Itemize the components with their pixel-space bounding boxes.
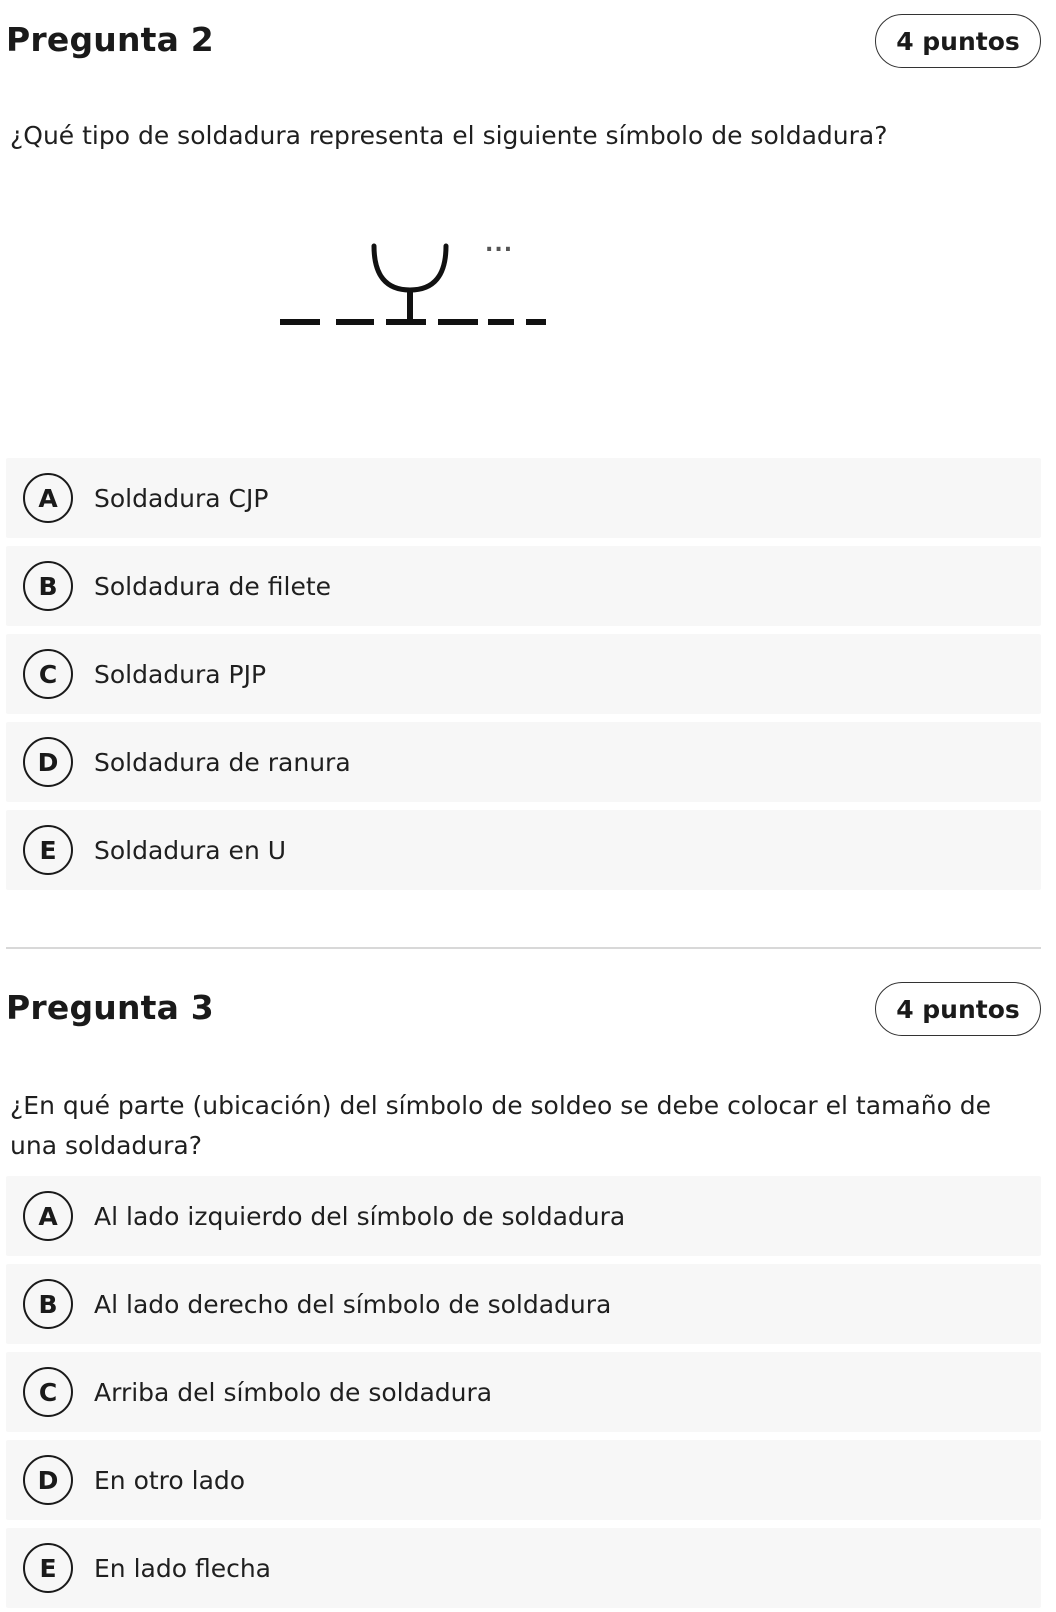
option-letter: C <box>23 1367 73 1417</box>
option-text: Soldadura en U <box>94 835 287 865</box>
option-text: Al lado izquierdo del símbolo de soldadura <box>94 1201 626 1231</box>
question-prompt: ¿En qué parte (ubicación) del símbolo de soldeo se debe colocar el tamaño de una soldadura? <box>10 1091 992 1160</box>
option-letter: D <box>23 737 73 787</box>
u-groove-weld-symbol-icon <box>276 232 556 332</box>
points-badge: 4 puntos <box>875 14 1041 68</box>
option-a[interactable] <box>6 458 1041 538</box>
option-e[interactable] <box>6 810 1041 890</box>
option-d[interactable] <box>6 1440 1041 1520</box>
option-d[interactable] <box>6 722 1041 802</box>
answer-options <box>6 458 1041 890</box>
points-badge: 4 puntos <box>875 982 1041 1036</box>
question-3 <box>6 968 1041 1612</box>
option-b[interactable] <box>6 1264 1041 1344</box>
option-letter: E <box>23 825 73 875</box>
option-text: Arriba del símbolo de soldadura <box>94 1377 493 1407</box>
option-letter: A <box>23 1191 73 1241</box>
option-text: Soldadura de ranura <box>94 747 351 777</box>
answer-options <box>6 1176 1041 1608</box>
option-text: Soldadura de filete <box>94 571 332 601</box>
option-letter: A <box>23 473 73 523</box>
question-prompt: ¿Qué tipo de soldadura representa el siguiente símbolo de soldadura? <box>10 121 888 150</box>
figure-more-label: ... <box>485 232 514 257</box>
option-c[interactable] <box>6 634 1041 714</box>
option-b[interactable] <box>6 546 1041 626</box>
question-2 <box>6 0 1041 898</box>
option-c[interactable] <box>6 1352 1041 1432</box>
option-letter: C <box>23 649 73 699</box>
option-text: En lado flecha <box>94 1553 272 1583</box>
option-letter: B <box>23 561 73 611</box>
question-title: Pregunta 2 <box>6 20 214 59</box>
option-letter: E <box>23 1543 73 1593</box>
option-text: Al lado derecho del símbolo de soldadura <box>94 1289 612 1319</box>
option-letter: B <box>23 1279 73 1329</box>
option-a[interactable] <box>6 1176 1041 1256</box>
weld-symbol-figure <box>6 186 1041 416</box>
option-text: Soldadura CJP <box>94 483 269 513</box>
option-letter: D <box>23 1455 73 1505</box>
question-title: Pregunta 3 <box>6 988 214 1027</box>
question-header <box>6 968 1041 1052</box>
option-text: En otro lado <box>94 1465 246 1495</box>
question-header <box>6 0 1041 84</box>
option-text: Soldadura PJP <box>94 659 267 689</box>
question-divider <box>6 947 1041 949</box>
option-e[interactable] <box>6 1528 1041 1608</box>
